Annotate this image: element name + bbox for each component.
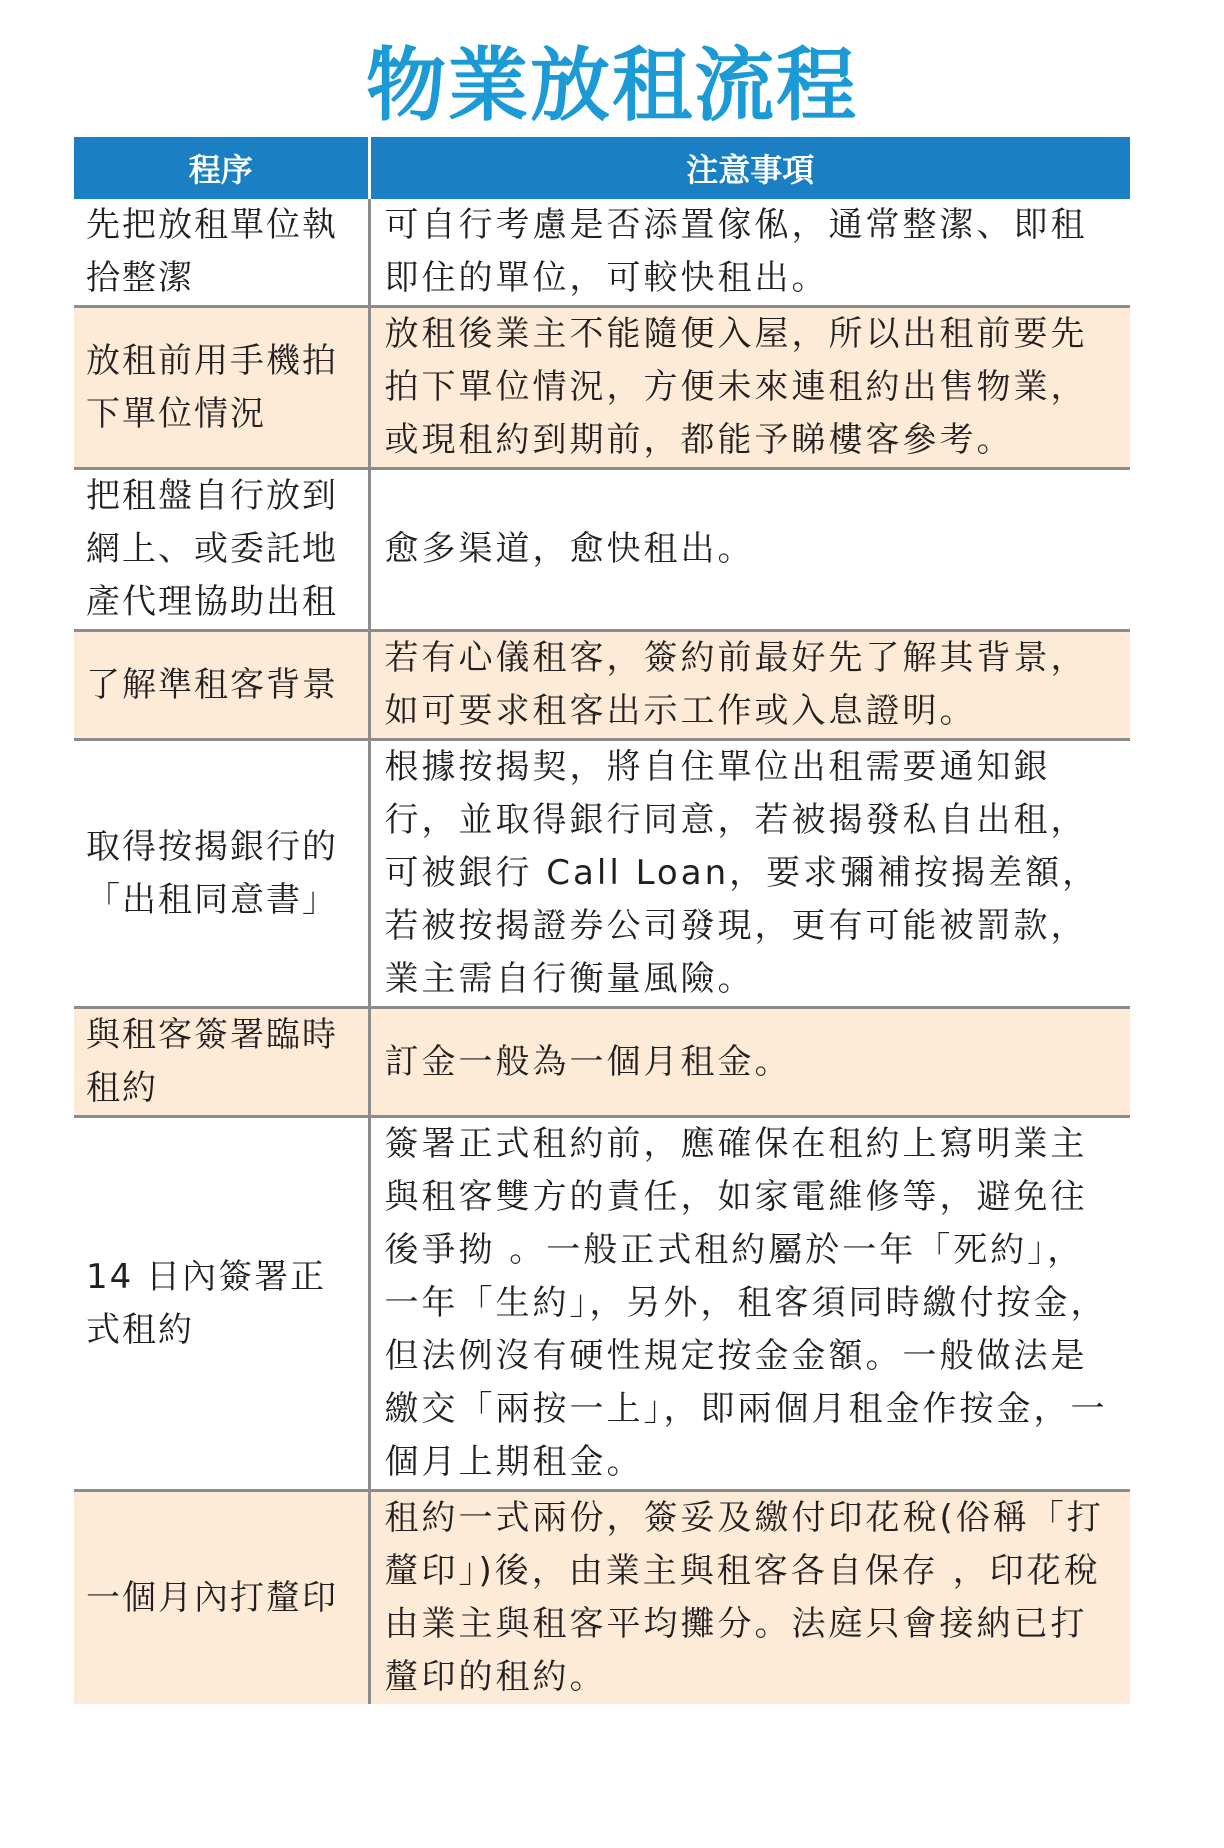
table-row — [74, 199, 1130, 307]
rental-process-table — [74, 137, 1130, 1704]
page-title: 物業放租流程 — [366, 39, 858, 132]
step-cell: 14 日內簽署正式租約 — [74, 1117, 369, 1491]
table-row — [74, 740, 1130, 1008]
table-row — [74, 631, 1130, 740]
table-row — [74, 307, 1130, 469]
step-cell: 放租前用手機拍下單位情況 — [74, 307, 369, 469]
column-header-note: 注意事項 — [369, 137, 1130, 199]
step-cell: 取得按揭銀行的「出租同意書」 — [74, 740, 369, 1008]
note-cell: 可自行考慮是否添置傢俬，通常整潔、即租即住的單位，可較快租出。 — [369, 199, 1130, 307]
step-cell: 先把放租單位執拾整潔 — [74, 199, 369, 307]
table-row — [74, 1491, 1130, 1705]
table-row — [74, 469, 1130, 631]
table-row — [74, 1008, 1130, 1117]
step-cell: 一個月內打釐印 — [74, 1491, 369, 1705]
step-cell: 了解準租客背景 — [74, 631, 369, 740]
table-header-row — [74, 137, 1130, 199]
note-cell: 訂金一般為一個月租金。 — [369, 1008, 1130, 1117]
note-cell: 根據按揭契，將自住單位出租需要通知銀行，並取得銀行同意，若被揭發私自出租，可被銀行 Call Loan，要求彌補按揭差額，若被按揭證券公司發現，更有可能被罰款，業主需自行衡量風險。 — [369, 740, 1130, 1008]
note-cell: 放租後業主不能隨便入屋，所以出租前要先拍下單位情況，方便未來連租約出售物業，或現租約到期前，都能予睇樓客參考。 — [369, 307, 1130, 469]
note-cell: 租約一式兩份，簽妥及繳付印花稅(俗稱「打釐印」)後，由業主與租客各自保存 ，印花稅由業主與租客平均攤分。法庭只會接納已打釐印的租約。 — [369, 1491, 1130, 1705]
column-header-step: 程序 — [74, 137, 369, 199]
note-cell: 若有心儀租客，簽約前最好先了解其背景，如可要求租客出示工作或入息證明。 — [369, 631, 1130, 740]
step-cell: 把租盤自行放到網上、或委託地產代理協助出租 — [74, 469, 369, 631]
table-row — [74, 1117, 1130, 1491]
step-cell: 與租客簽署臨時租約 — [74, 1008, 369, 1117]
note-cell: 簽署正式租約前，應確保在租約上寫明業主與租客雙方的責任，如家電維修等，避免往後爭拗 。一般正式租約屬於一年「死約」，一年「生約」，另外，租客須同時繳付按金，但法例沒有硬性規定按金金額。一般做法是繳交「兩按一上」，即兩個月租金作按金，一個月上期租金。 — [369, 1117, 1130, 1491]
note-cell: 愈多渠道，愈快租出。 — [369, 469, 1130, 631]
